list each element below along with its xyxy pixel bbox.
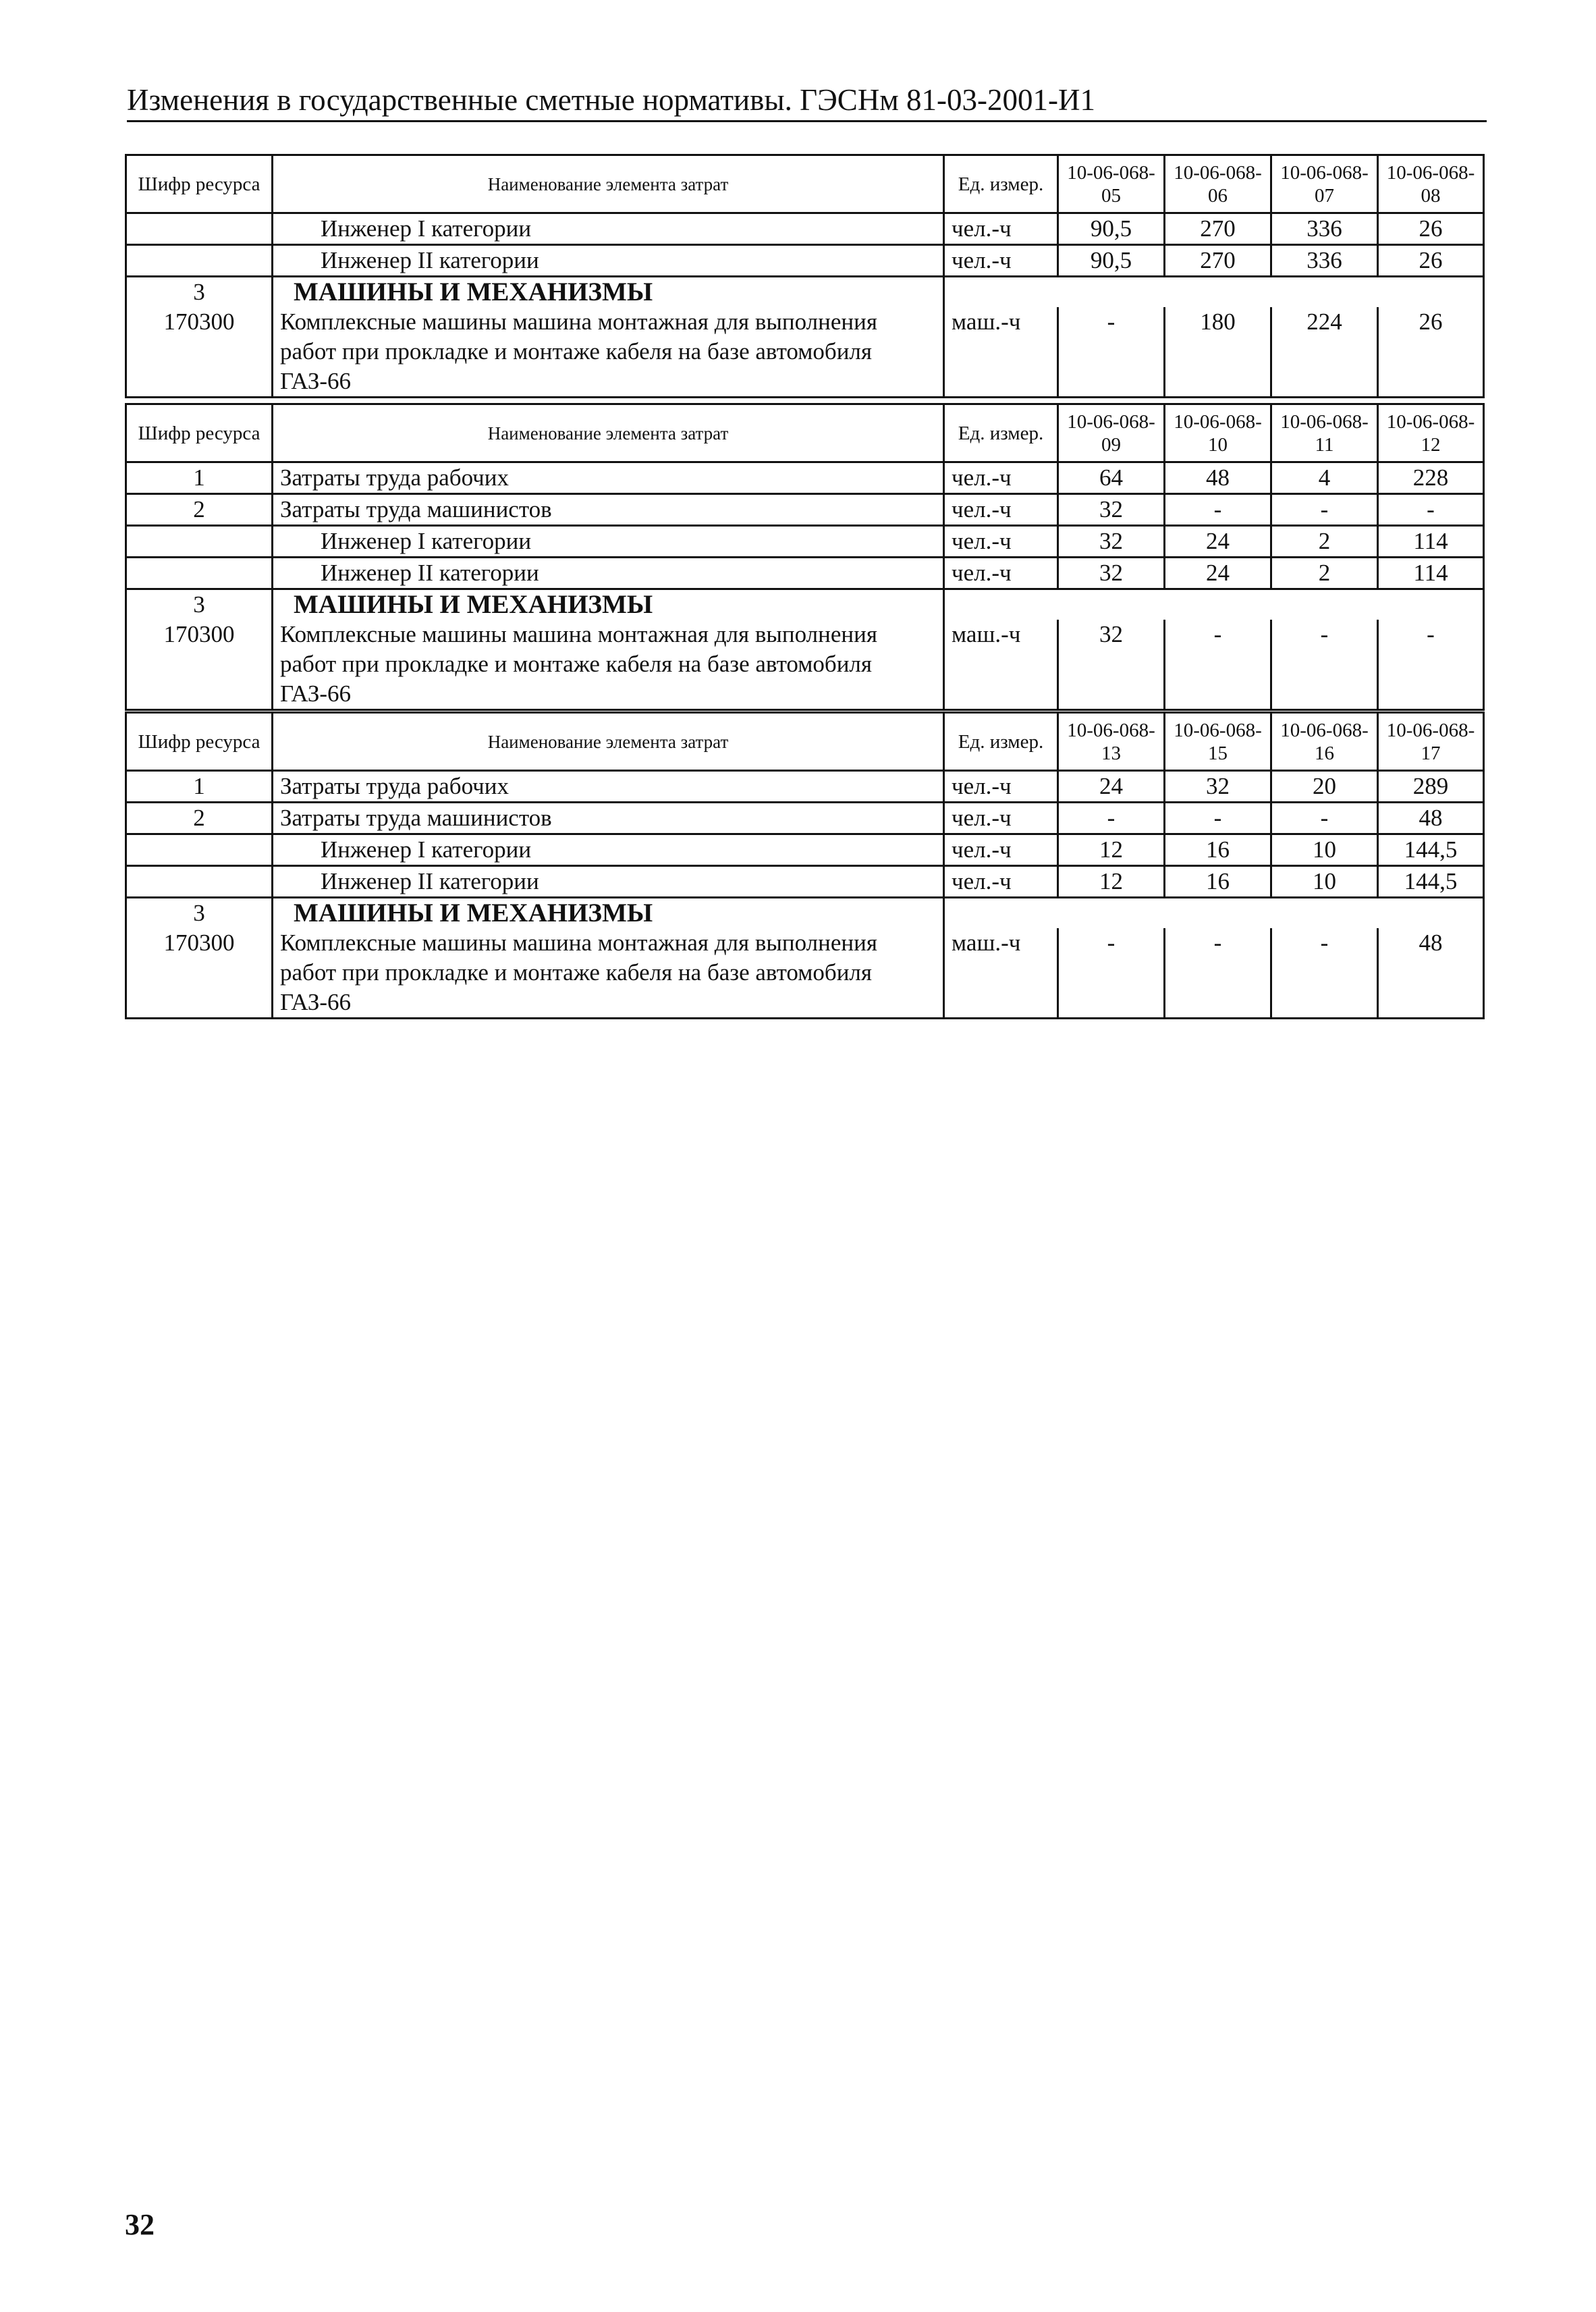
unit-cell: чел.-ч	[944, 213, 1058, 245]
empty-cell	[944, 898, 1484, 929]
resource-code-cell: 3	[126, 589, 273, 620]
norm-code-column-header: 10-06-068-09	[1058, 404, 1165, 462]
resource-code-cell	[126, 213, 273, 245]
unit-column-header: Ед. измер.	[944, 155, 1058, 213]
resource-code-cell: 3	[126, 898, 273, 929]
norm-value-cell: 270	[1165, 213, 1271, 245]
norm-value-cell: 114	[1378, 558, 1484, 589]
resource-code-cell	[126, 526, 273, 558]
norm-value-cell: 26	[1378, 213, 1484, 245]
norm-value-cell: -	[1378, 620, 1484, 710]
cost-element-name-cell: Инженер II категории	[273, 245, 944, 277]
norm-value-cell: -	[1165, 803, 1271, 834]
cost-element-name-cell: Инженер I категории	[273, 213, 944, 245]
norm-value-cell: -	[1271, 494, 1378, 526]
cost-element-name-cell: Инженер II категории	[273, 558, 944, 589]
resource-code-cell: 2	[126, 803, 273, 834]
resource-code-cell	[126, 245, 273, 277]
resource-code-cell	[126, 834, 273, 866]
unit-cell: маш.-ч	[944, 307, 1058, 398]
norm-value-cell: -	[1271, 928, 1378, 1019]
norm-value-cell: 12	[1058, 866, 1165, 898]
norm-code-column-header: 10-06-068-08	[1378, 155, 1484, 213]
unit-cell: маш.-ч	[944, 620, 1058, 710]
norm-code-column-header: 10-06-068-13	[1058, 713, 1165, 771]
norm-value-cell: 336	[1271, 213, 1378, 245]
table-row	[126, 277, 1484, 308]
norm-value-cell: 16	[1165, 866, 1271, 898]
resource-code-cell: 170300	[126, 307, 273, 398]
norm-value-cell: -	[1165, 928, 1271, 1019]
norm-value-cell: 48	[1378, 803, 1484, 834]
unit-cell: чел.-ч	[944, 245, 1058, 277]
norm-value-cell: 4	[1271, 462, 1378, 494]
cost-element-name-cell: Затраты труда рабочих	[273, 462, 944, 494]
norm-value-cell: 32	[1058, 526, 1165, 558]
norm-value-cell: 20	[1271, 771, 1378, 803]
table-row	[126, 558, 1484, 589]
norm-value-cell: 289	[1378, 771, 1484, 803]
table-row	[126, 898, 1484, 929]
table-row	[126, 620, 1484, 710]
norm-value-cell: -	[1058, 307, 1165, 398]
norms-table	[125, 154, 1485, 398]
norm-value-cell: -	[1058, 803, 1165, 834]
resource-code-cell	[126, 558, 273, 589]
cost-element-name-cell: Затраты труда машинистов	[273, 803, 944, 834]
unit-cell: чел.-ч	[944, 771, 1058, 803]
norm-value-cell: 144,5	[1378, 866, 1484, 898]
norm-code-column-header: 10-06-068-07	[1271, 155, 1378, 213]
norm-value-cell: 336	[1271, 245, 1378, 277]
section-title-cell: МАШИНЫ И МЕХАНИЗМЫ	[273, 277, 944, 308]
cost-element-name-cell: Комплексные машины машина монтажная для выполнения работ при прокладке и монтаже кабеля на базе автомобиля ГАЗ-66	[273, 928, 944, 1019]
norm-value-cell: -	[1165, 494, 1271, 526]
table-header-row	[126, 713, 1484, 771]
code-column-header: Шифр ресурса	[126, 404, 273, 462]
unit-cell: чел.-ч	[944, 834, 1058, 866]
norm-code-column-header: 10-06-068-11	[1271, 404, 1378, 462]
norm-value-cell: 114	[1378, 526, 1484, 558]
norm-value-cell: 24	[1165, 526, 1271, 558]
norm-value-cell: 48	[1378, 928, 1484, 1019]
norm-value-cell: 64	[1058, 462, 1165, 494]
table-row	[126, 213, 1484, 245]
unit-cell: чел.-ч	[944, 494, 1058, 526]
norm-value-cell: 2	[1271, 526, 1378, 558]
norm-code-column-header: 10-06-068-16	[1271, 713, 1378, 771]
norm-code-column-header: 10-06-068-12	[1378, 404, 1484, 462]
norm-value-cell: -	[1058, 928, 1165, 1019]
resource-code-cell: 3	[126, 277, 273, 308]
table-row	[126, 803, 1484, 834]
norm-value-cell: -	[1271, 803, 1378, 834]
table-row	[126, 462, 1484, 494]
page-number: 32	[125, 2208, 155, 2241]
norm-value-cell: 90,5	[1058, 213, 1165, 245]
unit-cell: чел.-ч	[944, 866, 1058, 898]
norms-table	[125, 403, 1485, 711]
resource-code-cell: 1	[126, 462, 273, 494]
unit-cell: чел.-ч	[944, 526, 1058, 558]
table-header-row	[126, 404, 1484, 462]
norm-value-cell: -	[1271, 620, 1378, 710]
norm-value-cell: -	[1165, 620, 1271, 710]
name-column-header: Наименование элемента затрат	[273, 713, 944, 771]
table-row	[126, 245, 1484, 277]
table-row	[126, 928, 1484, 1019]
norm-value-cell: 26	[1378, 307, 1484, 398]
cost-element-name-cell: Затраты труда рабочих	[273, 771, 944, 803]
norm-value-cell: 26	[1378, 245, 1484, 277]
table-row	[126, 834, 1484, 866]
norm-code-column-header: 10-06-068-05	[1058, 155, 1165, 213]
norm-value-cell: 228	[1378, 462, 1484, 494]
table-row	[126, 771, 1484, 803]
table-row	[126, 494, 1484, 526]
code-column-header: Шифр ресурса	[126, 713, 273, 771]
cost-element-name-cell: Затраты труда машинистов	[273, 494, 944, 526]
norm-value-cell: 48	[1165, 462, 1271, 494]
norm-value-cell: 24	[1165, 558, 1271, 589]
unit-cell: маш.-ч	[944, 928, 1058, 1019]
unit-column-header: Ед. измер.	[944, 713, 1058, 771]
norms-table	[125, 711, 1485, 1019]
cost-element-name-cell: Инженер II категории	[273, 866, 944, 898]
norm-value-cell: 24	[1058, 771, 1165, 803]
resource-code-cell: 170300	[126, 928, 273, 1019]
cost-element-name-cell: Комплексные машины машина монтажная для выполнения работ при прокладке и монтаже кабеля на базе автомобиля ГАЗ-66	[273, 620, 944, 710]
table-row	[126, 866, 1484, 898]
cost-element-name-cell: Комплексные машины машина монтажная для выполнения работ при прокладке и монтаже кабеля на базе автомобиля ГАЗ-66	[273, 307, 944, 398]
resource-code-cell: 1	[126, 771, 273, 803]
norm-code-column-header: 10-06-068-10	[1165, 404, 1271, 462]
name-column-header: Наименование элемента затрат	[273, 404, 944, 462]
unit-cell: чел.-ч	[944, 462, 1058, 494]
norm-value-cell: 32	[1058, 494, 1165, 526]
table-row	[126, 307, 1484, 398]
norm-value-cell: 224	[1271, 307, 1378, 398]
norm-value-cell: 144,5	[1378, 834, 1484, 866]
section-title-cell: МАШИНЫ И МЕХАНИЗМЫ	[273, 898, 944, 929]
norm-value-cell: 90,5	[1058, 245, 1165, 277]
unit-cell: чел.-ч	[944, 803, 1058, 834]
page-header: Изменения в государственные сметные нормативы. ГЭСНм 81-03-2001-И1	[127, 80, 1487, 122]
norm-code-column-header: 10-06-068-17	[1378, 713, 1484, 771]
norm-value-cell: 12	[1058, 834, 1165, 866]
norm-value-cell: -	[1378, 494, 1484, 526]
norm-value-cell: 2	[1271, 558, 1378, 589]
norm-value-cell: 10	[1271, 866, 1378, 898]
table-row	[126, 526, 1484, 558]
resource-code-cell: 170300	[126, 620, 273, 710]
cost-element-name-cell: Инженер I категории	[273, 834, 944, 866]
cost-element-name-cell: Инженер I категории	[273, 526, 944, 558]
norm-code-column-header: 10-06-068-06	[1165, 155, 1271, 213]
empty-cell	[944, 589, 1484, 620]
unit-column-header: Ед. измер.	[944, 404, 1058, 462]
empty-cell	[944, 277, 1484, 308]
norm-value-cell: 32	[1165, 771, 1271, 803]
code-column-header: Шифр ресурса	[126, 155, 273, 213]
unit-cell: чел.-ч	[944, 558, 1058, 589]
name-column-header: Наименование элемента затрат	[273, 155, 944, 213]
table-header-row	[126, 155, 1484, 213]
section-title-cell: МАШИНЫ И МЕХАНИЗМЫ	[273, 589, 944, 620]
table-row	[126, 589, 1484, 620]
norm-value-cell: 16	[1165, 834, 1271, 866]
norm-value-cell: 180	[1165, 307, 1271, 398]
norm-value-cell: 10	[1271, 834, 1378, 866]
resource-code-cell: 2	[126, 494, 273, 526]
norm-value-cell: 270	[1165, 245, 1271, 277]
norm-value-cell: 32	[1058, 620, 1165, 710]
resource-code-cell	[126, 866, 273, 898]
norm-value-cell: 32	[1058, 558, 1165, 589]
norm-code-column-header: 10-06-068-15	[1165, 713, 1271, 771]
